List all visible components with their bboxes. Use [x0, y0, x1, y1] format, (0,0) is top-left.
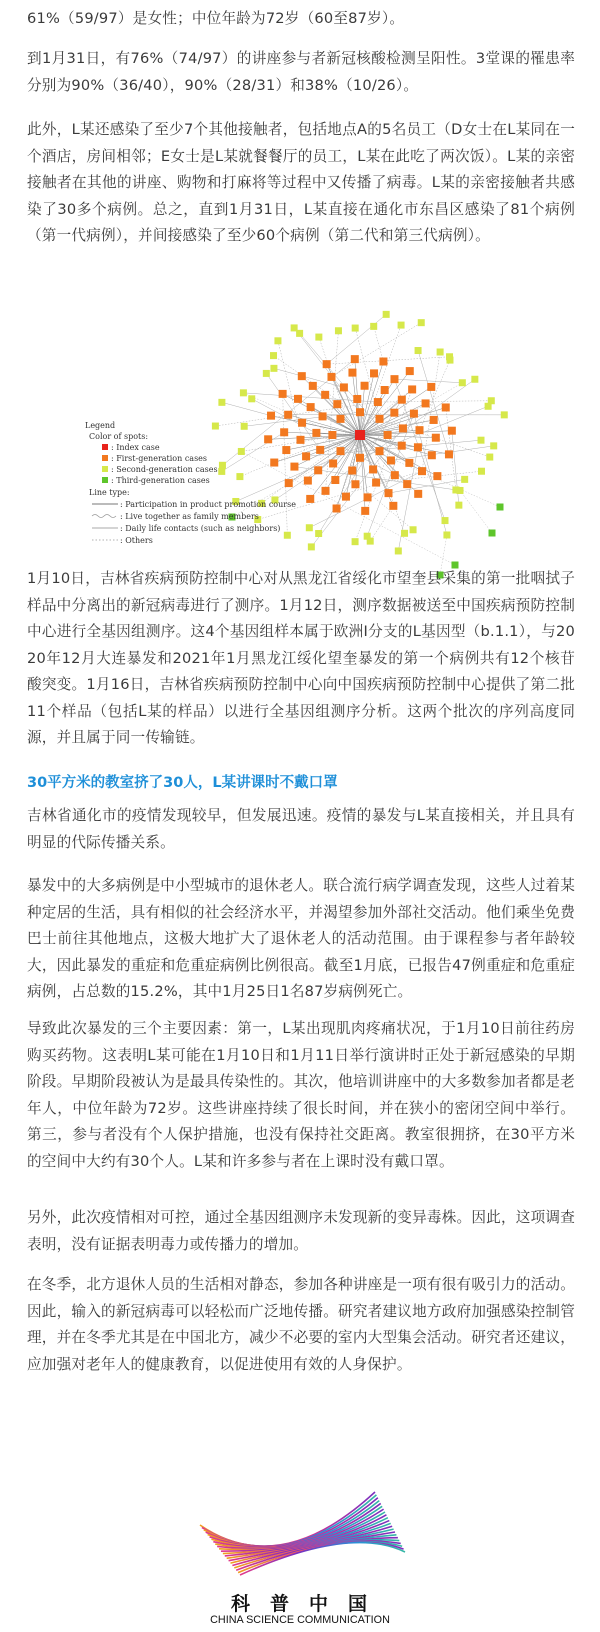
network-edge — [327, 357, 450, 364]
first-generation-node — [298, 372, 306, 380]
second-generation-node — [471, 376, 478, 383]
paragraph-sequencing: 1月10日，吉林省疾病预防控制中心对从黑龙江省绥化市望奎县采集的第一批咽拭子样品中分离出的新冠病毒进行了测序。1月12日，测序数据被送至中国疾病预防控制中心进行全基因组测序。这4个基因组样本属于欧洲I分支的L基因型（b.1.1），与2020年12月大连暴发和2021年1月黑龙江绥化望奎暴发的第一个病例共有12个核苷酸突变。1月16日，吉林省疾病预防控制中心向中国疾病预防控制中心提供了第二批11个样品（包括L某的样品）以进行全基因组测序分析。这两个批次的序列高度同源，并且属于同一传输链。 — [27, 570, 575, 746]
legend-swatch-index — [102, 444, 108, 450]
legend-label-others: : Others — [120, 536, 153, 545]
first-generation-node — [336, 415, 344, 423]
first-generation-node — [414, 443, 422, 451]
second-generation-node — [398, 322, 405, 329]
first-generation-node — [408, 385, 416, 393]
paragraph-contacts: 此外，L某还感染了至少7个其他接触者，包括地点A的5名员工（D女士在L某同在一个酒店，房间相邻；E女士是L某就餐餐厅的员工，L某在此吃了两次饭）。L某的亲密接触者在其他的讲座、购物和打麻将等过程中又传播了病毒。L某的亲密接触者共感染了30多个病例。总之，直到1月31日，L某直接在通化市东昌区感染了81个病例（第一代病例），并间接感染了至少60个病例（第二代和第三代病例）。 — [27, 121, 575, 244]
first-generation-node — [333, 400, 341, 408]
first-generation-node — [369, 465, 377, 473]
first-generation-node — [389, 502, 397, 510]
second-generation-node — [437, 348, 444, 355]
first-generation-node — [327, 373, 335, 381]
first-generation-node — [445, 450, 453, 458]
second-generation-node — [352, 325, 359, 332]
second-generation-node — [401, 530, 408, 537]
first-generation-node — [422, 399, 430, 407]
first-generation-node — [406, 367, 414, 375]
first-generation-node — [296, 436, 304, 444]
paragraph-demographics: 61%（59/97）是女性；中位年龄为72岁（60至87岁）。 — [27, 10, 405, 27]
first-generation-node — [387, 456, 395, 464]
legend-label-second: : Second-generation cases — [111, 465, 218, 474]
first-generation-node — [356, 408, 364, 416]
legend-swatch-first — [102, 455, 108, 461]
second-generation-node — [306, 524, 313, 531]
legend-label-first: : First-generation cases — [111, 454, 208, 463]
first-generation-node — [340, 383, 348, 391]
first-generation-node — [348, 467, 356, 475]
second-generation-node — [370, 323, 377, 330]
first-generation-node — [342, 493, 350, 501]
network-edge — [222, 402, 271, 415]
second-generation-node — [212, 423, 219, 430]
first-generation-node — [385, 489, 393, 497]
first-generation-node — [282, 446, 290, 454]
first-generation-node — [314, 466, 322, 474]
first-generation-node — [399, 424, 407, 432]
first-generation-node — [329, 459, 337, 467]
first-generation-node — [418, 467, 426, 475]
legend-swatch-third — [102, 477, 108, 483]
paragraph-three-factors: 导致此次暴发的三个主要因素：第一，L某出现肌肉疼痛状况，于1月10日前往药房购买药物。这表明L某可能在1月10日和1月11日举行演讲时正处于新冠感染的早期阶段。早期阶段被认为是最具传染性的。其次，他培训讲座中的大多数参加者都是老年人，中位年龄为72岁。这些讲座持续了很长时间，并在狭小的密闭空间中举行。第三，参与者没有个人保护措施，也没有保持社交距离。教室很拥挤，在30平方米的空间中大约有30个人。L某和许多参与者在上课时没有戴口罩。 — [27, 1020, 575, 1170]
second-generation-node — [415, 347, 422, 354]
first-generation-node — [356, 454, 364, 462]
first-generation-node — [323, 360, 331, 368]
first-generation-node — [307, 403, 315, 411]
second-generation-node — [315, 530, 322, 537]
index-case-node — [355, 430, 365, 440]
legend-line-wavy — [92, 515, 116, 518]
first-generation-node — [403, 480, 411, 488]
legend-label-index: : Index case — [111, 443, 160, 452]
network-edge — [452, 431, 459, 505]
second-generation-node — [478, 468, 485, 475]
second-generation-node — [238, 448, 245, 455]
first-generation-node — [285, 479, 293, 487]
first-generation-node — [433, 472, 441, 480]
first-generation-node — [333, 504, 341, 512]
first-generation-node — [370, 369, 378, 377]
first-generation-node — [390, 409, 398, 417]
second-generation-node — [218, 468, 225, 475]
first-generation-node — [374, 398, 382, 406]
first-generation-node — [321, 391, 329, 399]
first-generation-node — [351, 355, 359, 363]
network-edge — [370, 506, 393, 541]
paragraph-outbreak-overview: 吉林省通化市的疫情发现较早，但发展迅速。疫情的暴发与L某直接相关，并且具有明显的代际传播关系。 — [27, 807, 575, 851]
first-generation-node — [328, 431, 336, 439]
second-generation-node — [270, 365, 277, 372]
paragraph-variant: 另外，此次疫情相对可控，通过全基因组测序未发现新的变异毒株。因此，这项调查表明，没有证据表明毒力或传播力的增加。 — [27, 1209, 575, 1253]
second-generation-node — [236, 473, 243, 480]
first-generation-node — [376, 447, 384, 455]
first-generation-node — [331, 476, 339, 484]
first-generation-node — [398, 396, 406, 404]
second-generation-node — [240, 389, 247, 396]
paragraph-elderly-cases: 暴发中的大多病例是中小型城市的退休老人。联合流行病学调查发现，这些人过着某种定居的生活，具有相似的社会经济水平，并渴望参加外部社交活动。他们乘坐免费巴士前往其他地点，这极大地扩大了退休老人的活动范围。由于课程参与者年龄较大，因此暴发的重症和危重症病例比例很高。截至1月底，已报告47例重症和危重症病例，占总数的15.2%，其中1月25日1名87岁病例死亡。 — [27, 877, 575, 1000]
first-generation-node — [322, 487, 330, 495]
first-generation-node — [398, 442, 406, 450]
second-generation-node — [455, 502, 462, 509]
first-generation-node — [414, 490, 422, 498]
second-generation-node — [486, 454, 493, 461]
section-heading: 30平方米的教室挤了30人，L某讲课时不戴口罩 — [27, 775, 338, 791]
second-generation-node — [490, 442, 497, 449]
legend-label-daily: : Daily life contacts (such as neighbors) — [120, 524, 281, 533]
second-generation-node — [383, 311, 390, 318]
first-generation-node — [298, 419, 306, 427]
first-generation-node — [391, 471, 399, 479]
second-generation-node — [488, 397, 495, 404]
second-generation-node — [501, 411, 508, 418]
first-generation-node — [416, 426, 424, 434]
second-generation-node — [315, 334, 322, 341]
second-generation-node — [270, 352, 277, 359]
first-generation-node — [312, 429, 320, 437]
first-generation-node — [428, 451, 436, 459]
second-generation-node — [219, 462, 226, 469]
network-edge — [394, 379, 462, 383]
first-generation-node — [442, 403, 450, 411]
first-generation-node — [304, 477, 312, 485]
legend-color-heading: Color of spots: — [89, 432, 149, 441]
second-generation-node — [291, 324, 298, 331]
second-generation-node — [263, 370, 270, 377]
third-generation-node — [489, 530, 496, 537]
network-edge — [460, 490, 492, 533]
first-generation-node — [290, 463, 298, 471]
second-generation-node — [410, 526, 417, 533]
first-generation-node — [348, 369, 356, 377]
first-generation-node — [306, 495, 314, 503]
second-generation-node — [443, 531, 450, 538]
first-generation-node — [430, 416, 438, 424]
first-generation-node — [336, 447, 344, 455]
second-generation-node — [284, 532, 291, 539]
second-generation-node — [452, 486, 459, 493]
network-edge — [374, 326, 384, 361]
first-generation-node — [361, 507, 369, 515]
first-generation-node — [316, 446, 324, 454]
second-generation-node — [241, 423, 248, 430]
first-generation-node — [410, 410, 418, 418]
second-generation-node — [218, 399, 225, 406]
legend-label-family: : Live together as family members — [120, 512, 259, 521]
first-generation-node — [302, 452, 310, 460]
first-generation-node — [279, 390, 287, 398]
second-generation-node — [459, 379, 466, 386]
second-generation-node — [418, 319, 425, 326]
first-generation-node — [427, 383, 435, 391]
transmission-network-svg — [80, 285, 540, 585]
second-generation-node — [274, 337, 281, 344]
paragraph-recommendations: 在冬季，北方退休人员的生活相对静态，参加各种讲座是一项有很有吸引力的活动。因此，输入的新冠病毒可以轻松而广泛地传播。研究者建议地方政府加强感染控制管理，并在冬季尤其是在中国北方，减少不必要的室内大型集会活动。研究者还建议，应加强对老年人的健康教育，以促进使用有效的人身保护。 — [27, 1276, 575, 1373]
second-generation-node — [308, 543, 315, 550]
first-generation-node — [361, 382, 369, 390]
second-generation-node — [395, 547, 402, 554]
first-generation-node — [351, 480, 359, 488]
china-science-communication-logo — [160, 1480, 440, 1626]
first-generation-node — [381, 386, 389, 394]
first-generation-node — [376, 415, 384, 423]
first-generation-node — [379, 358, 387, 366]
second-generation-node — [364, 533, 371, 540]
first-generation-node — [280, 428, 288, 436]
first-generation-node — [284, 411, 292, 419]
second-generation-node — [248, 395, 255, 402]
second-generation-node — [477, 437, 484, 444]
legend-label-course: : Participation in product promotion course — [120, 500, 296, 509]
second-generation-node — [442, 517, 449, 524]
logo-name-en: CHINA SCIENCE COMMUNICATION — [210, 1614, 390, 1626]
first-generation-node — [448, 427, 456, 435]
first-generation-node — [264, 435, 272, 443]
second-generation-node — [446, 357, 453, 364]
logo-name-cn: 科普中国 — [230, 1593, 387, 1615]
paragraph-attack-rates: 到1月31日，有76%（74/97）的讲座参与者新冠核酸检测呈阳性。3堂课的罹患率分别为90%（36/40），90%（28/31）和38%（10/26）。 — [27, 50, 575, 94]
second-generation-node — [352, 538, 359, 545]
logo-graphic — [160, 1480, 440, 1590]
legend-swatch-second — [102, 466, 108, 472]
first-generation-node — [432, 434, 440, 442]
first-generation-node — [384, 431, 392, 439]
first-generation-node — [270, 459, 278, 467]
first-generation-node — [267, 412, 275, 420]
first-generation-node — [364, 493, 372, 501]
legend-line-heading: Line type: — [89, 488, 130, 497]
first-generation-node — [372, 479, 380, 487]
second-generation-node — [335, 327, 342, 334]
legend-label-third: : Third-generation cases — [111, 476, 210, 485]
first-generation-node — [309, 382, 317, 390]
first-generation-node — [390, 375, 398, 383]
legend-title: Legend — [85, 421, 116, 430]
first-generation-node — [294, 395, 302, 403]
third-generation-node — [497, 504, 504, 511]
network-edge — [378, 401, 491, 402]
first-generation-node — [353, 395, 361, 403]
transmission-network-figure — [80, 285, 540, 585]
second-generation-node — [461, 476, 468, 483]
first-generation-node — [405, 459, 413, 467]
first-generation-node — [319, 412, 327, 420]
